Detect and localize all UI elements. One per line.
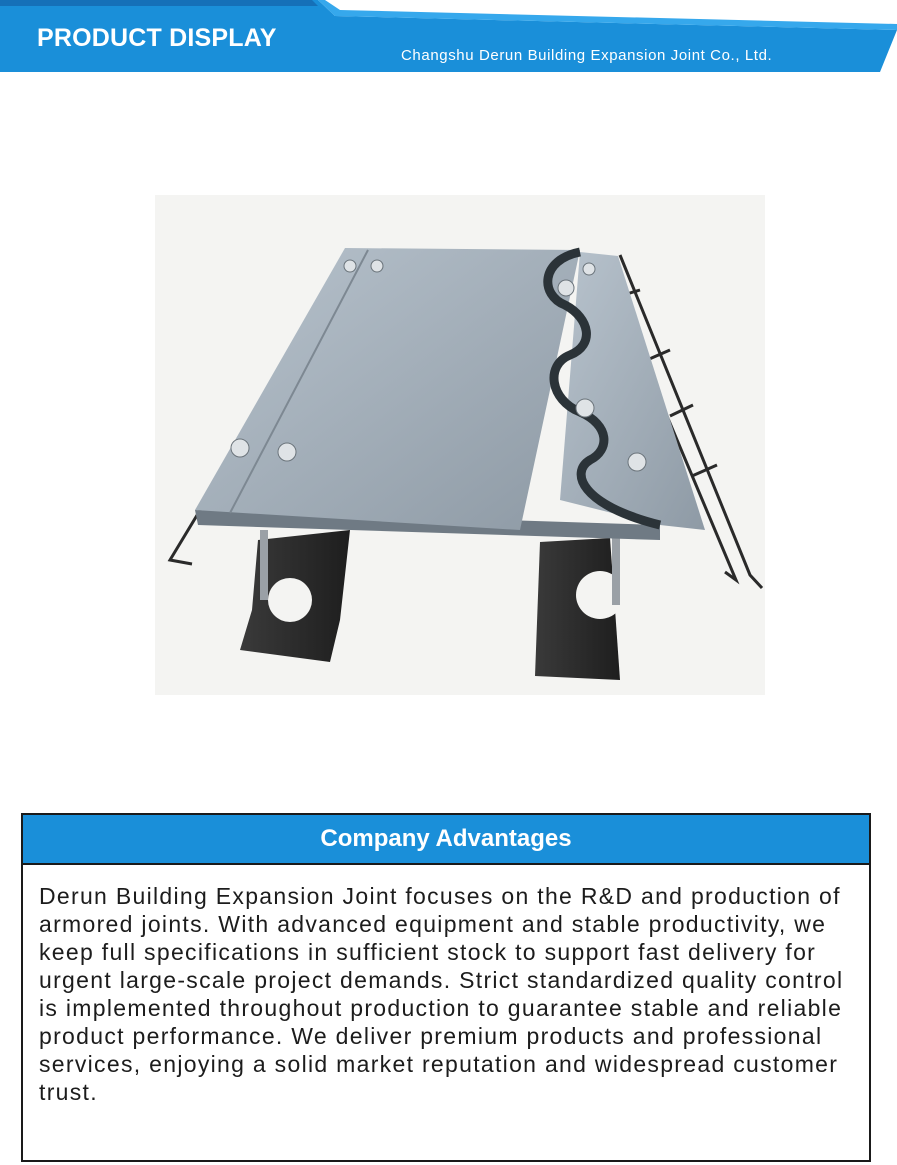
advantages-body: Derun Building Expansion Joint focuses on the R&D and production of armored joints. With advanced equipment and stable productivity, we keep full specifications in sufficient stock to support fast delivery for urgent large-scale project demands. Strict standardized quality control is implemented throughout production to guarantee stable and reliable product performance. We deliver premium products and professional services, enjoying a solid market reputation and widespread customer trust. [39, 883, 844, 1105]
product-image [140, 180, 780, 710]
company-name: Changshu Derun Building Expansion Joint Co., Ltd. [401, 47, 773, 64]
armored-expansion-joint-icon [140, 180, 780, 710]
advantages-title: Company Advantages [320, 825, 572, 852]
company-advantages-box [21, 813, 871, 1162]
header-banner [0, 0, 897, 72]
advantages-header [23, 815, 869, 865]
page-title: PRODUCT DISPLAY [37, 24, 277, 52]
